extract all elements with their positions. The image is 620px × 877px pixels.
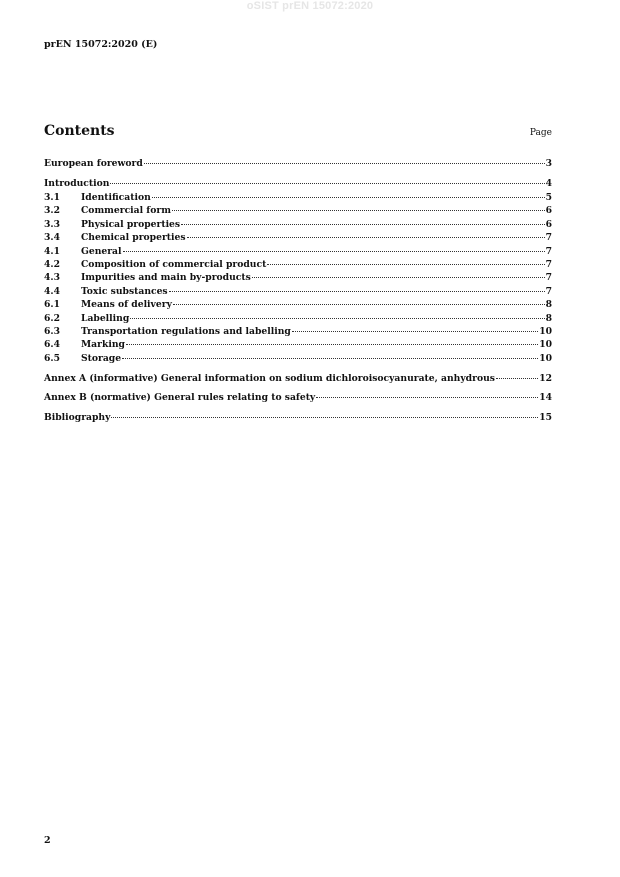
toc-entry-title: Marking [81,339,125,350]
toc-entry[interactable] [44,246,552,258]
toc-entry-title: Annex A (informative) General information on sodium dichloroisocyanurate, anhydrous [44,373,495,384]
toc-entry-page: 7 [545,272,552,283]
toc-entry[interactable] [44,412,552,424]
toc-entry-page: 8 [545,313,552,324]
toc-entry-number: 6.2 [44,313,60,324]
toc-entry[interactable] [44,219,552,231]
footer-page-number: 2 [44,835,51,846]
toc-dot-leader [496,377,538,379]
toc-entry-title: Storage [81,353,122,364]
document-id-header: prEN 15072:2020 (E) [44,39,158,50]
toc-entry-title: Chemical properties [81,232,186,243]
toc-entry[interactable] [44,205,552,217]
toc-entry-title: Commercial form [81,205,171,216]
toc-entry-page: 8 [545,299,552,310]
toc-entry-title: Means of delivery [81,299,172,310]
toc-entry-page: 4 [545,178,552,189]
toc-dot-leader [172,209,545,211]
toc-entry-number: 3.1 [44,192,60,203]
toc-entry[interactable] [44,373,552,385]
toc-entry-title: Transportation regulations and labelling [81,326,291,337]
toc-entry[interactable] [44,339,552,351]
toc-dot-leader [130,317,544,319]
toc-entry[interactable] [44,272,552,284]
toc-entry-page: 7 [545,259,552,270]
toc-dot-leader [122,357,538,359]
toc-entry[interactable] [44,353,552,365]
toc-entry-page: 12 [539,373,552,384]
toc-entry-title: Introduction [44,178,110,189]
toc-entry[interactable] [44,313,552,325]
toc-entry-number: 4.2 [44,259,60,270]
page-column-label: Page [529,128,552,138]
contents-heading-row [44,123,552,139]
contents-title: Contents [44,123,115,139]
toc-entry-page: 5 [545,192,552,203]
toc-entry-title: Identification [81,192,151,203]
toc-entry-title: Labelling [81,313,130,324]
toc-entry-page: 7 [545,246,552,257]
toc-entry-title: European foreword [44,158,143,169]
toc-dot-leader [123,250,545,252]
toc-entry-number: 3.2 [44,205,60,216]
toc-dot-leader [152,196,545,198]
toc-entry[interactable] [44,259,552,271]
toc-entry[interactable] [44,286,552,298]
toc-entry-number: 4.4 [44,286,60,297]
toc-entry-number: 6.3 [44,326,60,337]
toc-entry[interactable] [44,392,552,404]
toc-dot-leader [187,236,545,238]
toc-entry[interactable] [44,326,552,338]
toc-dot-leader [110,182,544,184]
toc-entry-page: 7 [545,232,552,243]
toc-entry-page: 7 [545,286,552,297]
toc-entry-page: 14 [539,392,552,403]
toc-entry-page: 15 [539,412,552,423]
toc-entry-number: 4.3 [44,272,60,283]
toc-entry[interactable] [44,158,552,170]
toc-entry[interactable] [44,299,552,311]
toc-entry-page: 10 [539,326,552,337]
toc-dot-leader [173,303,545,305]
toc-dot-leader [252,276,545,278]
toc-entry-page: 6 [545,219,552,230]
toc-entry-number: 3.4 [44,232,60,243]
toc-dot-leader [169,290,545,292]
toc-dot-leader [292,330,538,332]
toc-entry-title: Impurities and main by-products [81,272,251,283]
toc-dot-leader [126,343,538,345]
toc-entry-page: 6 [545,205,552,216]
toc-entry-number: 6.4 [44,339,60,350]
toc-entry-page: 10 [539,353,552,364]
toc-dot-leader [181,223,545,225]
toc-entry-page: 10 [539,339,552,350]
toc-entry-title: Toxic substances [81,286,168,297]
toc-entry-title: General [81,246,122,257]
toc-entry[interactable] [44,178,552,190]
toc-dot-leader [111,416,538,418]
toc-entry-page: 3 [545,158,552,169]
toc-entry[interactable] [44,192,552,204]
toc-entry-number: 4.1 [44,246,60,257]
toc-dot-leader [144,162,545,164]
toc-entry[interactable] [44,232,552,244]
toc-entry-number: 3.3 [44,219,60,230]
toc-entry-number: 6.1 [44,299,60,310]
toc-entry-number: 6.5 [44,353,60,364]
watermark: oSIST prEN 15072:2020 [246,0,374,12]
toc-entry-title: Composition of commercial product [81,259,267,270]
toc-dot-leader [267,263,544,265]
toc-entry-title: Annex B (normative) General rules relating to safety [44,392,316,403]
toc-dot-leader [316,396,538,398]
toc-entry-title: Physical properties [81,219,181,230]
toc-entry-title: Bibliography [44,412,111,423]
